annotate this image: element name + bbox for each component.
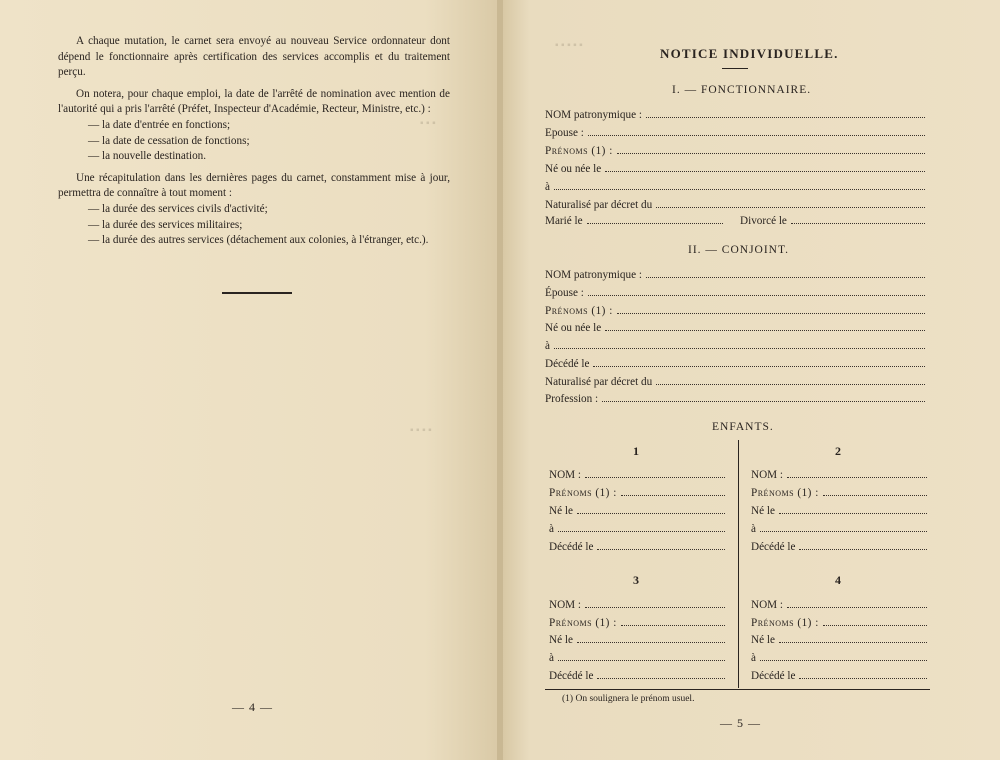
book-gutter	[497, 0, 503, 760]
field-enfant4-nom[interactable]: NOM :	[751, 598, 927, 611]
field-divorce[interactable]: Divorcé le	[740, 214, 925, 227]
field-enfant2-nom[interactable]: NOM :	[751, 468, 927, 481]
bleed-through-mark: ▪ ▪ ▪ ▪ ▪	[555, 40, 583, 51]
paragraph-recapitulation: Une récapitulation dans les dernières pages du carnet, constamment mise à jour, permettra de connaître à tout moment :	[58, 171, 450, 200]
list-item: — la durée des services militaires;	[88, 218, 243, 231]
field-enfant2-ne[interactable]: Né le	[751, 504, 927, 517]
field-enfant4-prenoms[interactable]: Prénoms (1) :	[751, 616, 927, 629]
field-enfant4-decede[interactable]: Décédé le	[751, 669, 927, 682]
field-lieu[interactable]: à	[545, 180, 925, 193]
field-enfant4-ne[interactable]: Né le	[751, 633, 927, 646]
page-title: NOTICE INDIVIDUELLE.	[660, 46, 839, 61]
field-epouse[interactable]: Epouse :	[545, 126, 925, 139]
field-conjoint-profession[interactable]: Profession :	[545, 392, 925, 405]
field-enfant2-prenoms[interactable]: Prénoms (1) :	[751, 486, 927, 499]
section-heading-conjoint: II. — CONJOINT.	[688, 244, 790, 256]
field-enfant3-decede[interactable]: Décédé le	[549, 669, 725, 682]
field-enfant1-ne[interactable]: Né le	[549, 504, 725, 517]
section-heading-enfants: ENFANTS.	[712, 421, 774, 433]
section-heading-fonctionnaire: I. — FONCTIONNAIRE.	[672, 84, 812, 96]
field-nom-patronymique[interactable]: NOM patronymique :	[545, 108, 925, 121]
field-enfant1-lieu[interactable]: à	[549, 522, 725, 535]
left-page-text	[58, 34, 450, 249]
field-enfant3-ne[interactable]: Né le	[549, 633, 725, 646]
enfant-number: 2	[835, 444, 841, 458]
enfant-number: 4	[835, 573, 841, 587]
list-item: — la durée des services civils d'activité;	[88, 202, 268, 215]
field-enfant2-lieu[interactable]: à	[751, 522, 927, 535]
field-conjoint-lieu[interactable]: à	[545, 339, 925, 352]
page-number-left: — 4 —	[232, 700, 273, 714]
enfant-number: 1	[633, 444, 639, 458]
footnote: (1) On soulignera le prénom usuel.	[562, 694, 695, 704]
footnote-rule	[545, 689, 930, 690]
page-number-right: — 5 —	[720, 716, 761, 730]
field-enfant1-nom[interactable]: NOM :	[549, 468, 725, 481]
paragraph-mutation: A chaque mutation, le carnet sera envoyé au nouveau Service ordonnateur dont dépend le fonctionnaire après certification des services accomplis et du traitement perçu.	[58, 35, 450, 79]
field-prenoms[interactable]: Prénoms (1) :	[545, 144, 925, 157]
field-enfant3-lieu[interactable]: à	[549, 651, 725, 664]
list-item: — la durée des autres services (détachement aux colonies, à l'étranger, etc.).	[88, 234, 429, 247]
field-ne-le[interactable]: Né ou née le	[545, 162, 925, 175]
list-item: — la date de cessation de fonctions;	[88, 134, 250, 147]
title-rule	[722, 68, 748, 69]
list-item: — la date d'entrée en fonctions;	[88, 118, 231, 131]
enfants-column-divider	[738, 440, 739, 688]
enfant-number: 3	[633, 573, 639, 587]
field-conjoint-nom[interactable]: NOM patronymique :	[545, 268, 925, 281]
field-naturalise[interactable]: Naturalisé par décret du	[545, 198, 925, 211]
field-enfant2-decede[interactable]: Décédé le	[751, 540, 927, 553]
field-marie[interactable]: Marié le	[545, 214, 723, 227]
field-conjoint-ne[interactable]: Né ou née le	[545, 321, 925, 334]
field-conjoint-naturalise[interactable]: Naturalisé par décret du	[545, 375, 925, 388]
divider-rule	[222, 292, 292, 294]
field-conjoint-prenoms[interactable]: Prénoms (1) :	[545, 304, 925, 317]
field-enfant1-prenoms[interactable]: Prénoms (1) :	[549, 486, 725, 499]
bleed-through-mark: ▪ ▪ ▪ ▪	[410, 425, 432, 436]
field-enfant4-lieu[interactable]: à	[751, 651, 927, 664]
field-conjoint-decede[interactable]: Décédé le	[545, 357, 925, 370]
field-conjoint-epouse[interactable]: Épouse :	[545, 286, 925, 299]
field-enfant1-decede[interactable]: Décédé le	[549, 540, 725, 553]
list-item: — la nouvelle destination.	[88, 150, 207, 163]
bleed-through-mark: ▪ ▪ ▪	[420, 118, 436, 129]
paragraph-emploi: On notera, pour chaque emploi, la date de l'arrêté de nomination avec mention de l'autorité qui a pris l'arrêté (Préfet, Inspecteur d'Académie, Recteur, Ministre, etc.) :	[58, 87, 450, 116]
field-enfant3-nom[interactable]: NOM :	[549, 598, 725, 611]
field-enfant3-prenoms[interactable]: Prénoms (1) :	[549, 616, 725, 629]
